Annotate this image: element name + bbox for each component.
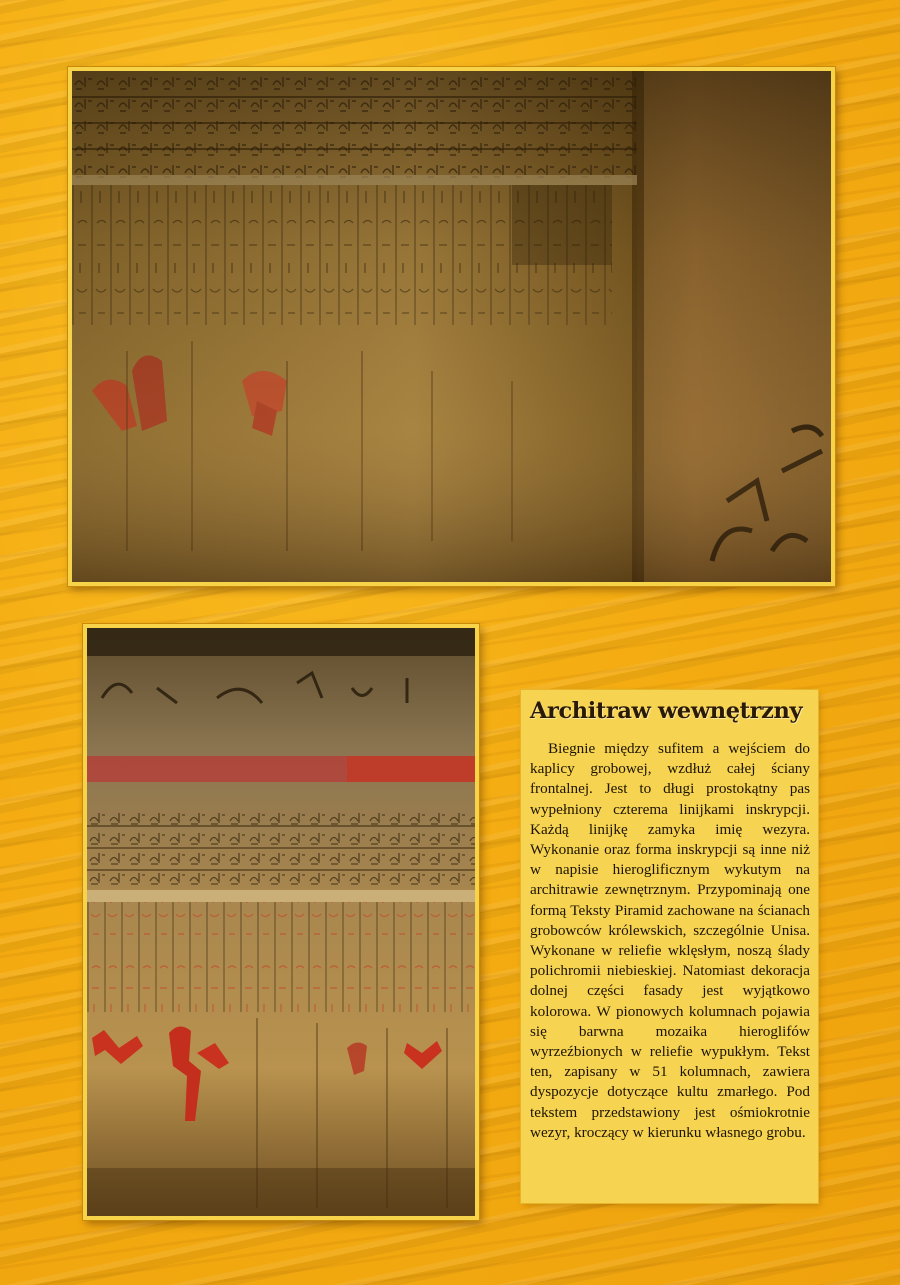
architrave-relief-photo-icon: [87, 628, 475, 1216]
architrave-photo-bottom: [83, 624, 479, 1220]
panel-title: Architraw wewnętrzny: [530, 698, 803, 724]
tomb-wall-hieroglyph-photo-icon: [72, 71, 831, 582]
panel-body-text: Biegnie między sufitem a wejściem do kaplicy grobowej, wzdłuż całej ściany frontalnej. Jest to długi prostokątny pas wypełniony czterema linijkami inskrypcji. Każdą linijkę zamyka imię wezyra. Wykonanie oraz forma inskrypcji są inne niż w napisie hieroglificznym wykutym na architrawie zewnętrznym. Przypominają one formą Teksty Piramid zachowane na ścianach grobowców królewskich, szczególnie Unisa. Wykonane w reliefie wklęsłym, noszą ślady polichromii niebieskiej. Natomiast dekoracja dolnej części fasady jest wyjątkowo kolorowa. W pionowych kolumnach pojawia się barwna mozaika hieroglifów wyrzeźbionych w reliefie wypukłym. Tekst ten, zapisany w 51 kolumnach, zawiera dyspozycje dotyczące kultu zmarłego. Pod tekstem przedstawiony jest ośmiokrotnie wezyr, kroczący w kierunku własnego grobu.: [530, 740, 810, 1141]
tomb-wall-photo-top: [68, 67, 835, 586]
description-panel: [521, 690, 818, 1203]
